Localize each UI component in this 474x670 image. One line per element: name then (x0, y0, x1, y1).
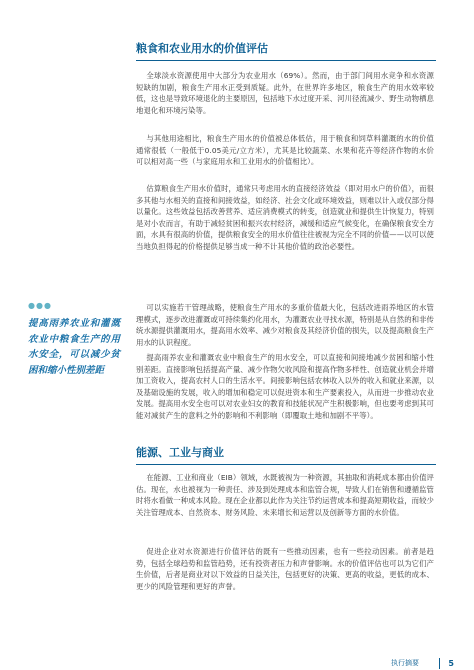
section-divider (136, 464, 436, 465)
section-title-agriculture: 粮食和农业用水的价值评估 (136, 42, 268, 55)
page-number: 5 (448, 659, 454, 668)
section-title-energy: 能源、工业与商业 (136, 446, 224, 459)
page-header-band (0, 0, 474, 20)
footer-section-label: 执行摘要 (391, 659, 419, 667)
paragraph: 全球淡水资源使用中大部分为农业用水（69%）。然而，由于部门间用水竞争和水资源短缺的加剧，粮食生产用水正受到质疑。此外，在世界许多地区，粮食生产的用水效率较低，这也是导致环境退化的主要原因，包括地下水过度开采、河川径流减少、野生动物栖息地退化和环境污染等。 (136, 71, 434, 115)
decorative-dots: ●●● (28, 301, 52, 310)
paragraph: 促进企业对水资源进行价值评估的既有一些推动因素，也有一些拉动因素。前者是趋势，包括全球趋势和监管趋势，还有投资者压力和声誉影响。水的价值评估也可以为它们产生价值，后者是商业对以下效益的日益关注，包括更好的决策、更高的收益，更低的成本、更少的风险管理和更好的声誉。 (136, 547, 434, 591)
paragraph: 估算粮食生产用水价值时，通常只考虑用水的直接经济效益（即对用水户的价值），而很多其他与水相关的直接和间接效益，如经济、社会文化或环境效益，则难以计入或仅部分得以量化。这些效益包括改善营养、适应消费模式的转变，创造就业和提供生计恢复力，特别是对小农而言，有助于减轻贫困和振兴农村经济，减缓和适应气候变化，在确保粮食安全方面，水具有很高的价值，提供粮食安全的用水价值往往被视为完全不同的价值——以可以使当地负担得起的价格提供足够当成一种不计其他价值的政治必要性。 (136, 184, 434, 251)
page-footer (0, 658, 474, 670)
footer-separator (439, 658, 440, 669)
pull-quote-text: 提高雨养农业和灌溉农业中粮食生产的用水安全，可以减少贫困和缩小性别差距 (28, 318, 120, 376)
paragraph: 在能源、工业和商业（EIB）领域，水既被视为一种资源，其抽取和消耗成本都由价值评估。现在，水也被视为一种责任、涉及到处理成本和监管合规，导致人们在销售和遵循监管时将水看做一种成本风险。现在企业都以此作为关注节约运营成本和提高短期收益，而较少关注管理成本、自然资本、财务风险、未来增长和运营以及创新等方面的水价值。 (136, 473, 434, 517)
paragraph: 提高雨养农业和灌溉农业中粮食生产的用水安全，可以直接和间接地减少贫困和缩小性别差距。直接影响包括提高产量、减少作物欠收风险和提高作物多样性、创造就业机会并增加工资收入，提高农村人口的生活水平。间接影响包括农林收入以外的收入和就业来源，以及基础设施的发展，收入的增加和稳定可以促进资本和生产要素投入，从而进一步推动农业发展。提高用水安全也可以对农业妇女的教育和技能状况产生积极影响，但也要考虑到其可能对减贫产生的意料之外的影响和不利影响（即覆取土地和加剧不平等）。 (136, 353, 434, 420)
sidebar-pull-quote (28, 302, 120, 378)
paragraph: 与其他用途相比，粮食生产用水的价值被总体低估，用于粮食和饲草料灌溉的水的价值通常很低（一般低于0.05美元/立方米），尤其是比较蔬菜、水果和花卉等经济作物的水价可以相对高一些（与家庭用水和工业用水的价值相比）。 (136, 134, 434, 167)
section-divider (136, 60, 436, 61)
paragraph: 可以实施若干管理战略，使粮食生产用水的多重价值最大化，包括改进雨养地区的水管理模式，逐步改进灌溉或可持续集约化用水，为灌溉农业寻找水源，特别是从自然的和非传统水源提供灌溉用水，提高用水效率、减少对粮食及其经济价值的损失，以及提高粮食生产用水的认识程度。 (136, 303, 434, 347)
